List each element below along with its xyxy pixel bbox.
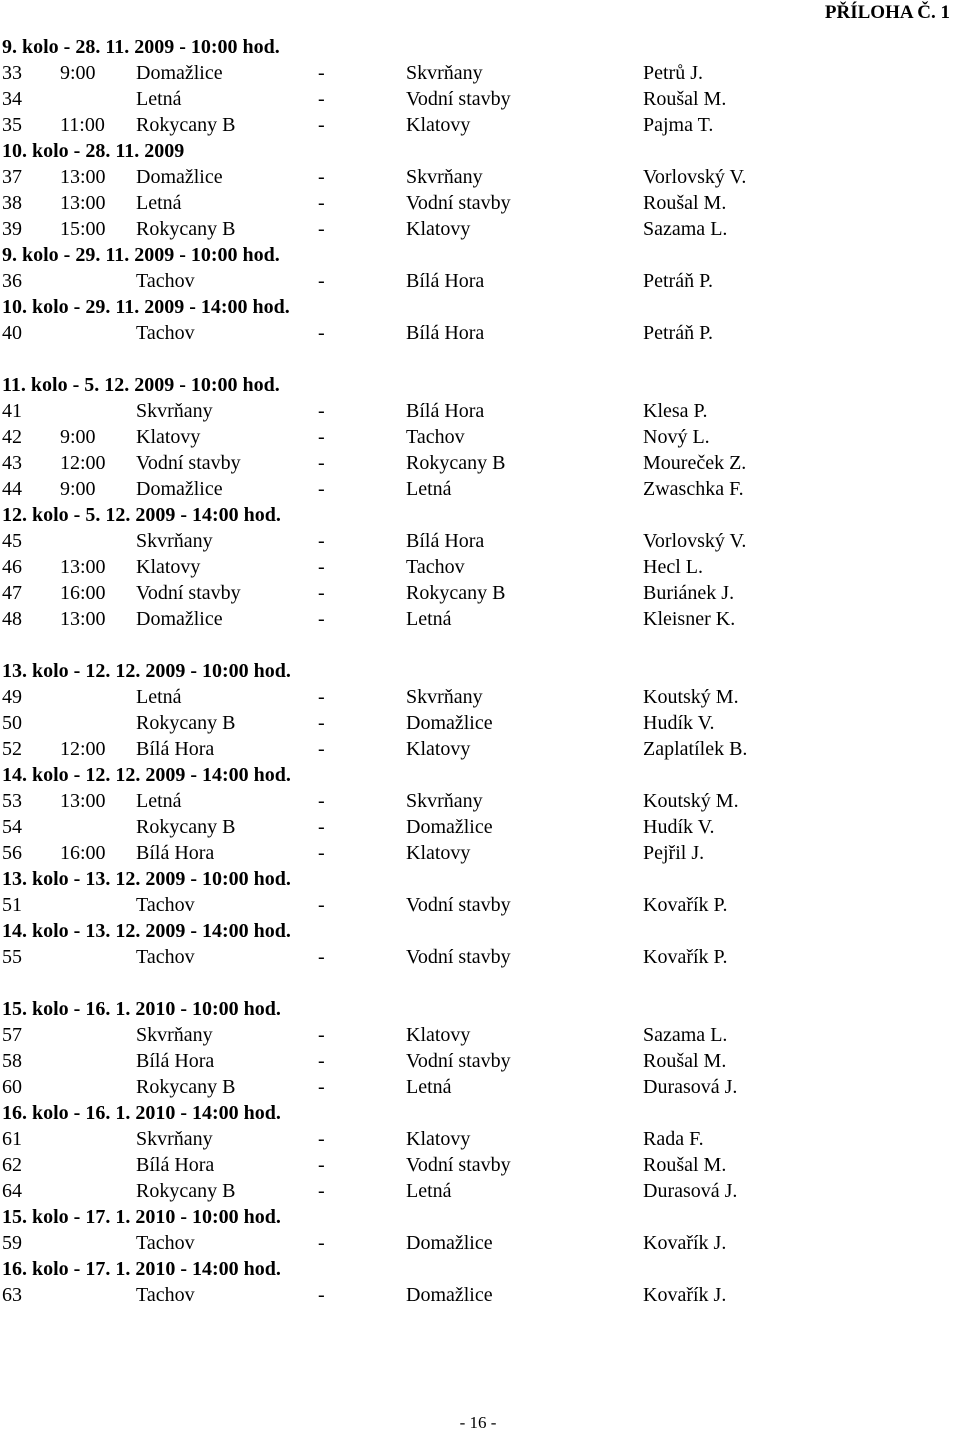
home-team: Tachov [136, 946, 195, 968]
away-team: Letná [406, 478, 452, 500]
away-team: Domažlice [406, 1232, 493, 1254]
match-row [0, 1152, 960, 1178]
home-team: Rokycany B [136, 114, 236, 136]
referee-name: Pajma T. [643, 114, 714, 136]
match-number: 58 [2, 1050, 22, 1072]
match-row [0, 814, 960, 840]
home-team: Letná [136, 790, 182, 812]
match-schedule [0, 34, 960, 1308]
match-row [0, 1022, 960, 1048]
home-team: Bílá Hora [136, 1154, 215, 1176]
match-number: 50 [2, 712, 22, 734]
team-separator: - [318, 1128, 325, 1150]
home-team: Bílá Hora [136, 1050, 215, 1072]
team-separator: - [318, 1024, 325, 1046]
away-team: Skvrňany [406, 790, 483, 812]
round-header: 12. kolo - 5. 12. 2009 - 14:00 hod. [2, 504, 281, 526]
team-separator: - [318, 1076, 325, 1098]
away-team: Klatovy [406, 1024, 471, 1046]
match-row [0, 710, 960, 736]
home-team: Rokycany B [136, 816, 236, 838]
team-separator: - [318, 114, 325, 136]
match-number: 42 [2, 426, 22, 448]
home-team: Bílá Hora [136, 738, 215, 760]
match-row [0, 1048, 960, 1074]
match-number: 37 [2, 166, 22, 188]
match-row [0, 320, 960, 346]
home-team: Vodní stavby [136, 452, 241, 474]
match-row [0, 1126, 960, 1152]
match-number: 33 [2, 62, 22, 84]
match-row [0, 1230, 960, 1256]
referee-name: Roušal M. [643, 192, 727, 214]
away-team: Klatovy [406, 842, 471, 864]
round-header: 14. kolo - 13. 12. 2009 - 14:00 hod. [2, 920, 291, 942]
team-separator: - [318, 322, 325, 344]
match-row [0, 554, 960, 580]
home-team: Rokycany B [136, 1180, 236, 1202]
match-row [0, 892, 960, 918]
team-separator: - [318, 452, 325, 474]
match-row [0, 112, 960, 138]
match-time: 13:00 [60, 608, 106, 630]
referee-name: Vorlovský V. [643, 166, 747, 188]
home-team: Rokycany B [136, 712, 236, 734]
away-team: Tachov [406, 426, 465, 448]
match-row [0, 840, 960, 866]
round-header: 14. kolo - 12. 12. 2009 - 14:00 hod. [2, 764, 291, 786]
match-time: 9:00 [60, 478, 96, 500]
round-header: 13. kolo - 13. 12. 2009 - 10:00 hod. [2, 868, 291, 890]
match-time: 15:00 [60, 218, 106, 240]
team-separator: - [318, 686, 325, 708]
home-team: Klatovy [136, 426, 201, 448]
match-number: 39 [2, 218, 22, 240]
page-footer [0, 1413, 960, 1433]
referee-name: Buriánek J. [643, 582, 735, 604]
away-team: Bílá Hora [406, 530, 485, 552]
referee-name: Kovařík J. [643, 1232, 727, 1254]
match-number: 55 [2, 946, 22, 968]
round-header: 10. kolo - 28. 11. 2009 [2, 140, 185, 162]
match-row [0, 1178, 960, 1204]
away-team: Vodní stavby [406, 192, 511, 214]
match-row [0, 60, 960, 86]
referee-name: Roušal M. [643, 1154, 727, 1176]
match-row [0, 736, 960, 762]
away-team: Tachov [406, 556, 465, 578]
away-team: Skvrňany [406, 62, 483, 84]
away-team: Vodní stavby [406, 946, 511, 968]
home-team: Skvrňany [136, 1024, 213, 1046]
away-team: Rokycany B [406, 452, 506, 474]
referee-name: Kleisner K. [643, 608, 736, 630]
team-separator: - [318, 426, 325, 448]
match-row [0, 164, 960, 190]
referee-name: Koutský M. [643, 790, 739, 812]
team-separator: - [318, 556, 325, 578]
section-spacer [0, 346, 960, 372]
team-separator: - [318, 192, 325, 214]
match-number: 52 [2, 738, 22, 760]
match-row [0, 450, 960, 476]
away-team: Vodní stavby [406, 88, 511, 110]
section-spacer [0, 970, 960, 996]
attachment-label: PŘÍLOHA Č. 1 [824, 2, 950, 23]
away-team: Domažlice [406, 816, 493, 838]
team-separator: - [318, 738, 325, 760]
match-time: 13:00 [60, 556, 106, 578]
team-separator: - [318, 1180, 325, 1202]
home-team: Rokycany B [136, 1076, 236, 1098]
referee-name: Pejřil J. [643, 842, 705, 864]
away-team: Domažlice [406, 712, 493, 734]
match-number: 43 [2, 452, 22, 474]
referee-name: Durasová J. [643, 1076, 738, 1098]
round-header: 16. kolo - 16. 1. 2010 - 14:00 hod. [2, 1102, 281, 1124]
team-separator: - [318, 1154, 325, 1176]
match-row [0, 398, 960, 424]
match-time: 12:00 [60, 452, 106, 474]
match-row [0, 788, 960, 814]
away-team: Vodní stavby [406, 894, 511, 916]
match-number: 35 [2, 114, 22, 136]
match-number: 54 [2, 816, 22, 838]
match-number: 59 [2, 1232, 22, 1254]
team-separator: - [318, 790, 325, 812]
match-row [0, 1282, 960, 1308]
home-team: Skvrňany [136, 1128, 213, 1150]
match-row [0, 86, 960, 112]
match-row [0, 216, 960, 242]
match-time: 9:00 [60, 62, 96, 84]
home-team: Tachov [136, 894, 195, 916]
team-separator: - [318, 88, 325, 110]
match-number: 53 [2, 790, 22, 812]
team-separator: - [318, 842, 325, 864]
match-number: 64 [2, 1180, 22, 1202]
home-team: Vodní stavby [136, 582, 241, 604]
referee-name: Petráň P. [643, 322, 713, 344]
match-time: 16:00 [60, 842, 106, 864]
referee-name: Durasová J. [643, 1180, 738, 1202]
round-header: 15. kolo - 16. 1. 2010 - 10:00 hod. [2, 998, 281, 1020]
away-team: Klatovy [406, 738, 471, 760]
referee-name: Kovařík J. [643, 1284, 727, 1306]
referee-name: Koutský M. [643, 686, 739, 708]
away-team: Domažlice [406, 1284, 493, 1306]
home-team: Letná [136, 192, 182, 214]
match-number: 36 [2, 270, 22, 292]
team-separator: - [318, 894, 325, 916]
team-separator: - [318, 270, 325, 292]
match-number: 45 [2, 530, 22, 552]
team-separator: - [318, 582, 325, 604]
match-row [0, 424, 960, 450]
match-number: 60 [2, 1076, 22, 1098]
match-number: 56 [2, 842, 22, 864]
match-time: 16:00 [60, 582, 106, 604]
match-number: 38 [2, 192, 22, 214]
match-time: 13:00 [60, 790, 106, 812]
match-time: 13:00 [60, 192, 106, 214]
match-time: 9:00 [60, 426, 96, 448]
home-team: Domažlice [136, 478, 223, 500]
home-team: Bílá Hora [136, 842, 215, 864]
referee-name: Sazama L. [643, 218, 728, 240]
home-team: Domažlice [136, 166, 223, 188]
referee-name: Rada F. [643, 1128, 704, 1150]
match-number: 61 [2, 1128, 22, 1150]
team-separator: - [318, 166, 325, 188]
match-row [0, 190, 960, 216]
home-team: Domažlice [136, 608, 223, 630]
team-separator: - [318, 1284, 325, 1306]
match-number: 48 [2, 608, 22, 630]
round-header: 15. kolo - 17. 1. 2010 - 10:00 hod. [2, 1206, 281, 1228]
match-number: 34 [2, 88, 22, 110]
referee-name: Hecl L. [643, 556, 703, 578]
away-team: Klatovy [406, 218, 471, 240]
match-number: 47 [2, 582, 22, 604]
referee-name: Kovařík P. [643, 894, 728, 916]
match-number: 51 [2, 894, 22, 916]
home-team: Rokycany B [136, 218, 236, 240]
away-team: Vodní stavby [406, 1050, 511, 1072]
section-spacer [0, 632, 960, 658]
round-header: 9. kolo - 28. 11. 2009 - 10:00 hod. [2, 36, 280, 58]
referee-name: Petrů J. [643, 62, 703, 84]
away-team: Letná [406, 608, 452, 630]
away-team: Klatovy [406, 114, 471, 136]
away-team: Bílá Hora [406, 270, 485, 292]
away-team: Letná [406, 1076, 452, 1098]
match-row [0, 606, 960, 632]
team-separator: - [318, 218, 325, 240]
team-separator: - [318, 1050, 325, 1072]
referee-name: Zwaschka F. [643, 478, 744, 500]
referee-name: Petráň P. [643, 270, 713, 292]
team-separator: - [318, 400, 325, 422]
match-time: 12:00 [60, 738, 106, 760]
team-separator: - [318, 530, 325, 552]
match-row [0, 944, 960, 970]
match-row [0, 580, 960, 606]
away-team: Vodní stavby [406, 1154, 511, 1176]
referee-name: Roušal M. [643, 88, 727, 110]
home-team: Tachov [136, 1232, 195, 1254]
match-row [0, 268, 960, 294]
referee-name: Hudík V. [643, 712, 715, 734]
match-number: 49 [2, 686, 22, 708]
match-number: 63 [2, 1284, 22, 1306]
away-team: Skvrňany [406, 686, 483, 708]
home-team: Tachov [136, 270, 195, 292]
referee-name: Sazama L. [643, 1024, 728, 1046]
team-separator: - [318, 816, 325, 838]
team-separator: - [318, 1232, 325, 1254]
match-row [0, 684, 960, 710]
round-header: 10. kolo - 29. 11. 2009 - 14:00 hod. [2, 296, 290, 318]
home-team: Domažlice [136, 62, 223, 84]
match-time: 11:00 [60, 114, 105, 136]
referee-name: Klesa P. [643, 400, 708, 422]
match-row [0, 1074, 960, 1100]
home-team: Skvrňany [136, 400, 213, 422]
match-number: 57 [2, 1024, 22, 1046]
away-team: Klatovy [406, 1128, 471, 1150]
match-row [0, 476, 960, 502]
home-team: Skvrňany [136, 530, 213, 552]
referee-name: Roušal M. [643, 1050, 727, 1072]
away-team: Rokycany B [406, 582, 506, 604]
round-header: 13. kolo - 12. 12. 2009 - 10:00 hod. [2, 660, 291, 682]
referee-name: Hudík V. [643, 816, 715, 838]
referee-name: Nový L. [643, 426, 710, 448]
referee-name: Vorlovský V. [643, 530, 747, 552]
home-team: Letná [136, 88, 182, 110]
match-number: 41 [2, 400, 22, 422]
referee-name: Kovařík P. [643, 946, 728, 968]
page-number: - 16 - [459, 1413, 497, 1432]
match-number: 40 [2, 322, 22, 344]
round-header: 9. kolo - 29. 11. 2009 - 10:00 hod. [2, 244, 280, 266]
team-separator: - [318, 62, 325, 84]
round-header: 11. kolo - 5. 12. 2009 - 10:00 hod. [2, 374, 280, 396]
referee-name: Zaplatílek B. [643, 738, 748, 760]
match-time: 13:00 [60, 166, 106, 188]
match-number: 62 [2, 1154, 22, 1176]
home-team: Klatovy [136, 556, 201, 578]
round-header: 16. kolo - 17. 1. 2010 - 14:00 hod. [2, 1258, 281, 1280]
away-team: Letná [406, 1180, 452, 1202]
match-number: 44 [2, 478, 22, 500]
team-separator: - [318, 712, 325, 734]
team-separator: - [318, 478, 325, 500]
team-separator: - [318, 608, 325, 630]
away-team: Bílá Hora [406, 400, 485, 422]
match-row [0, 528, 960, 554]
match-number: 46 [2, 556, 22, 578]
away-team: Bílá Hora [406, 322, 485, 344]
team-separator: - [318, 946, 325, 968]
home-team: Tachov [136, 322, 195, 344]
home-team: Tachov [136, 1284, 195, 1306]
away-team: Skvrňany [406, 166, 483, 188]
referee-name: Moureček Z. [643, 452, 747, 474]
home-team: Letná [136, 686, 182, 708]
